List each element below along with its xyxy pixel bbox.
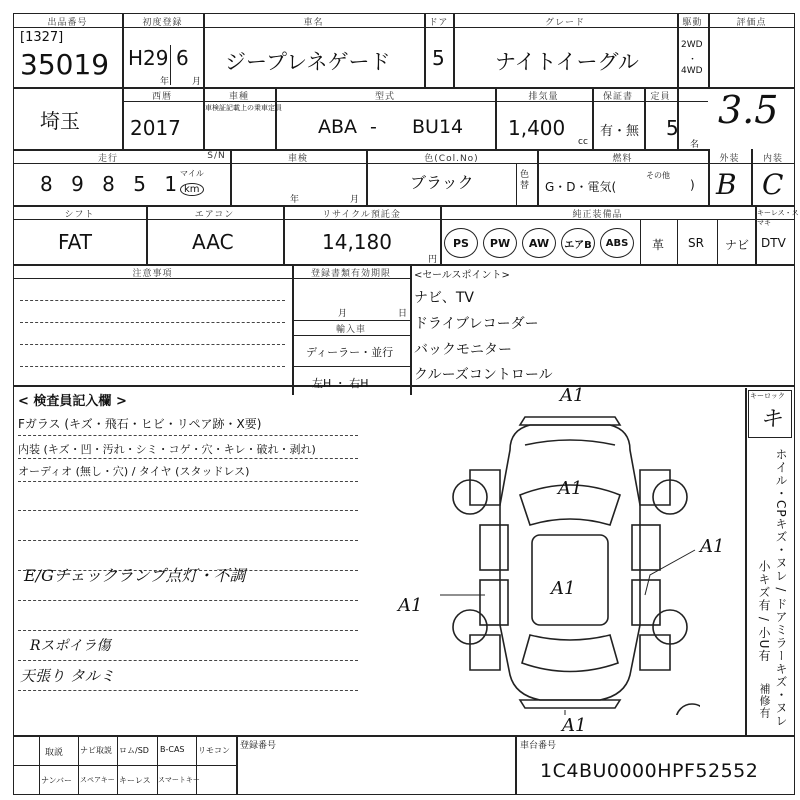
equip-ps: PS <box>444 228 478 258</box>
reg-deadline-label: 登録書類有効期限 <box>310 269 391 279</box>
lot-number: 35019 <box>20 48 110 81</box>
opt-bcas: B-CAS <box>160 745 185 754</box>
fuel: G・D・電気( <box>545 180 617 194</box>
damage-mark-a1-right: A1 <box>700 536 725 557</box>
shift: FAT <box>58 230 93 254</box>
drive-label: 駆動 <box>682 18 703 28</box>
model-prefix: ABA <box>318 116 358 138</box>
seats-unit: 名 <box>690 140 700 150</box>
score: 3.5 <box>718 88 779 132</box>
damage-mark-a1-rear: A1 <box>562 715 587 736</box>
model-year: 2017 <box>130 116 181 140</box>
keylock-label: キーロック <box>750 392 785 400</box>
inspection-label: 車検 <box>287 154 308 164</box>
warranty: 有・無 <box>600 124 640 139</box>
sales-point-3: バックモニター <box>414 342 512 358</box>
opt-smart-key: スマートキー <box>158 776 200 784</box>
damage-mark-a1-left: A1 <box>398 595 423 616</box>
handle-option: 左H ・ 右H <box>312 377 369 390</box>
door-count: 5 <box>432 46 445 70</box>
warranty-label: 保証書 <box>602 92 633 102</box>
first-reg-year: H29 <box>128 46 169 70</box>
fuel-close: ) <box>690 178 695 192</box>
inspector-line-3: オーディオ (無し・穴) / タイヤ (スタッドレス) <box>18 465 250 478</box>
first-reg-label: 初度登録 <box>142 18 183 28</box>
sn-label: S/N <box>207 151 226 161</box>
door-label: ドア <box>428 18 449 28</box>
side-legend-1: ホイル・CPキズ・ヌレ / ドアミラーキズ・ヌレ <box>774 448 788 728</box>
year-unit: 年 <box>160 77 170 87</box>
car-name: ジープレネゲード <box>225 50 391 74</box>
equip-aw: AW <box>522 228 556 258</box>
exterior-label: 外装 <box>719 154 740 164</box>
side-legend-2: 小キズ有 / 小U有 <box>757 560 771 663</box>
reg-day: 日 <box>398 309 408 319</box>
year-label: 西暦 <box>151 92 172 102</box>
mileage-unit-km: km <box>180 183 204 196</box>
equipment-label: 純正装備品 <box>572 210 623 220</box>
equip-abs: ABS <box>600 228 634 258</box>
car-diagram-icon <box>440 395 700 715</box>
chassis-number: 1C4BU0000HPF52552 <box>540 760 759 782</box>
handwritten-note-1: E/Gチェックランプ点灯・不調 <box>24 566 246 585</box>
equip-dtv: DTV <box>761 236 786 250</box>
opt-remote: リモコン <box>198 746 230 755</box>
grade-label: グレード <box>544 18 585 28</box>
cc-unit: cc <box>578 137 588 147</box>
fuel-other: その他 <box>646 171 670 180</box>
drive-4wd: 4WD <box>681 66 703 76</box>
inspection-year-unit: 年 <box>290 195 300 205</box>
color-change: 色替 <box>520 170 530 191</box>
reg-no-label: 登録番号 <box>240 741 277 751</box>
score-label: 評価点 <box>736 18 767 28</box>
keylock-mark: キ <box>760 407 783 432</box>
handwritten-note-3: 天張り タルミ <box>20 667 115 685</box>
drive-dot: ・ <box>688 55 698 65</box>
fuel-label: 燃料 <box>612 154 633 164</box>
recycle-label: リサイクル預託金 <box>322 210 401 220</box>
sales-label: <セールスポイント> <box>414 270 510 281</box>
model-code: BU14 <box>412 116 464 138</box>
sales-point-4: クルーズコントロール <box>414 367 553 383</box>
cc-label: 排気量 <box>528 92 559 102</box>
lot-small-number: [1327] <box>20 30 64 45</box>
interior-label: 内装 <box>762 154 783 164</box>
recycle-fee: 14,180 <box>322 230 392 254</box>
first-reg-month: 6 <box>176 46 189 70</box>
ac: AAC <box>192 230 234 254</box>
seats-label: 定員 <box>650 92 671 102</box>
color-label: 色(Col.No) <box>424 154 479 164</box>
equip-airbag: エアB <box>561 228 595 258</box>
opt-manual: 取説 <box>45 748 64 758</box>
inspector-line-2: 内装 (キズ・凹・汚れ・シミ・コゲ・穴・キレ・破れ・剥れ) <box>18 443 316 456</box>
dealer-option: ディーラー・並行 <box>306 346 394 359</box>
color: ブラック <box>410 173 474 192</box>
seats: 5 <box>666 116 679 140</box>
handwritten-note-2: Rスポイラ傷 <box>30 638 111 654</box>
shift-label: シフト <box>64 210 95 220</box>
model-dash: - <box>370 116 377 138</box>
chassis-label: 車台番号 <box>520 741 557 751</box>
equip-pw: PW <box>483 228 517 258</box>
opt-rom-sd: ロム/SD <box>119 746 149 755</box>
caution-label: 注意事項 <box>132 269 173 279</box>
grade: ナイトイーグル <box>495 50 639 74</box>
car-name-label: 車名 <box>303 18 324 28</box>
model-label: 型式 <box>374 92 395 102</box>
recycle-unit: 円 <box>428 255 438 265</box>
inspector-line-1: Fガラス (キズ・飛石・ヒビ・リペア跡・X要) <box>18 417 262 431</box>
sales-point-1: ナビ、TV <box>414 290 474 306</box>
inspector-title: < 検査員記入欄 > <box>18 394 127 409</box>
damage-mark-a1-top: A1 <box>560 385 585 406</box>
type-note: 車検証記載上の乗車定員 <box>205 104 282 112</box>
damage-mark-a1-roof: A1 <box>551 578 576 599</box>
equip-navi: ナビ <box>725 238 750 252</box>
exterior-grade: B <box>716 168 737 201</box>
equip-leather: 革 <box>652 238 665 252</box>
keyless-label: キーレス・スマキ <box>757 209 799 227</box>
region: 埼玉 <box>40 109 80 133</box>
lot-label: 出品番号 <box>47 18 88 28</box>
sales-point-2: ドライブレコーダー <box>414 316 539 332</box>
side-legend-3: 補修有 <box>758 683 771 719</box>
equip-sr: SR <box>688 236 704 250</box>
inspection-month-unit: 月 <box>350 195 360 205</box>
displacement: 1,400 <box>508 116 566 140</box>
opt-spare-key: スペアキー <box>80 776 115 784</box>
type-label: 車種 <box>228 92 249 102</box>
import-label: 輸入車 <box>335 325 366 335</box>
interior-grade: C <box>762 168 784 201</box>
month-unit: 月 <box>192 77 202 87</box>
drive-2wd: 2WD <box>681 40 703 50</box>
mileage: 8 9 8 5 1 <box>40 172 184 196</box>
ac-label: エアコン <box>194 210 235 220</box>
reg-month: 月 <box>338 309 348 319</box>
mileage-unit-mile: マイル <box>180 169 204 178</box>
damage-mark-a1-hood: A1 <box>558 478 583 499</box>
opt-number: ナンバー <box>41 776 73 785</box>
mileage-label: 走行 <box>97 154 118 164</box>
opt-navi-manual: ナビ取説 <box>80 746 112 755</box>
opt-keyless: キーレス <box>119 776 151 785</box>
